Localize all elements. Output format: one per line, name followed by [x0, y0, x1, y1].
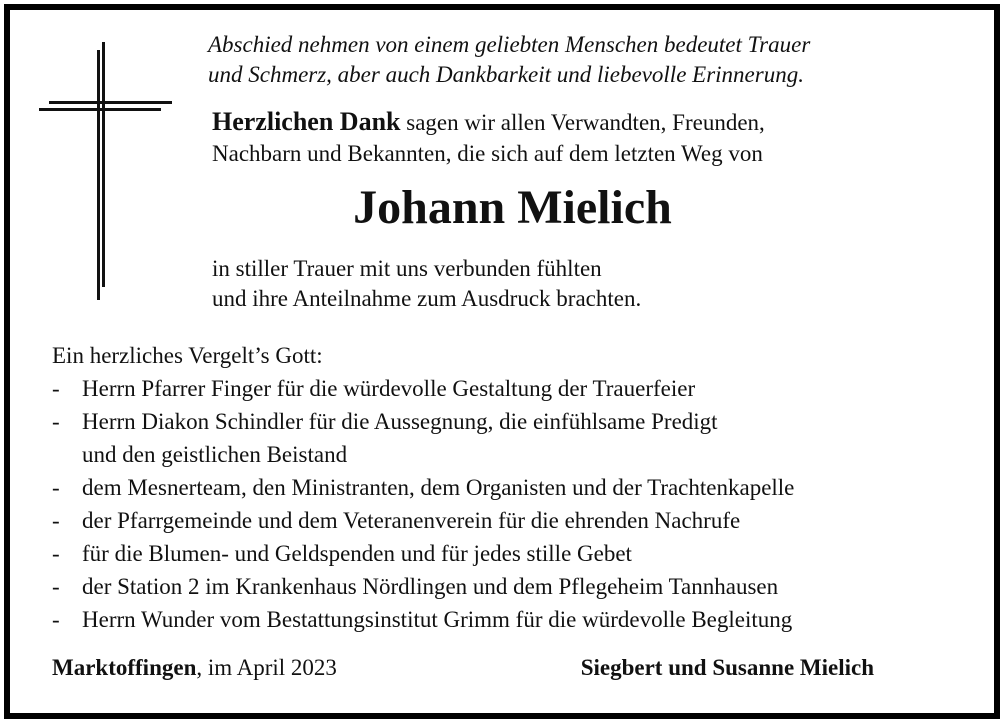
thanks-line-1: [212, 106, 912, 138]
list-item: - für die Blumen- und Geldspenden und für jedes stille Gebet: [52, 541, 632, 566]
after-line-1: in stiller Trauer mit uns verbunden fühlten: [212, 256, 602, 281]
after-line-2: und ihre Anteilnahme zum Ausdruck brachten.: [212, 286, 642, 311]
list-item: - Herrn Wunder vom Bestattungsinstitut Grimm für die würdevolle Begleitung: [52, 607, 793, 632]
list-item: - der Pfarrgemeinde und dem Veteranenverein für die ehrenden Nachrufe: [52, 508, 741, 533]
quote-line-1: Abschied nehmen von einem geliebten Menschen bedeutet Trauer: [208, 32, 811, 57]
place: Marktoffingen: [52, 655, 197, 680]
thanks-heading: Herzlichen Dank: [212, 107, 401, 136]
list-item: - dem Mesnerteam, den Ministranten, dem Organisten und der Trachtenkapelle: [52, 475, 795, 500]
deceased-name: Johann Mielich: [353, 181, 672, 234]
date: , im April 2023: [196, 655, 337, 680]
quote-line-2: und Schmerz, aber auch Dankbarkeit und liebevolle Erinnerung.: [208, 62, 804, 87]
thanks-line-1-rest: sagen wir allen Verwandten, Freunden,: [400, 110, 765, 135]
gratitude-list: [52, 372, 932, 636]
place-and-date: [52, 652, 337, 684]
cross-icon: [34, 34, 174, 304]
list-item: - Herrn Diakon Schindler für die Aussegnung, die einfühlsame Predigt und den geistlichen Beistand: [52, 409, 718, 467]
thanks-paragraph: [212, 106, 912, 169]
list-item: - der Station 2 im Krankenhaus Nördlingen und dem Pflegeheim Tannhausen: [52, 574, 779, 599]
after-paragraph: [212, 254, 912, 314]
list-item: - Herrn Pfarrer Finger für die würdevolle Gestaltung der Trauerfeier: [52, 376, 696, 401]
signatories: Siegbert und Susanne Mielich: [580, 655, 874, 680]
gratitude-intro: Ein herzliches Vergelt’s Gott:: [52, 343, 323, 368]
thanks-line-2: Nachbarn und Bekannten, die sich auf dem letzten Weg von: [212, 141, 763, 166]
opening-quote: [208, 30, 908, 90]
